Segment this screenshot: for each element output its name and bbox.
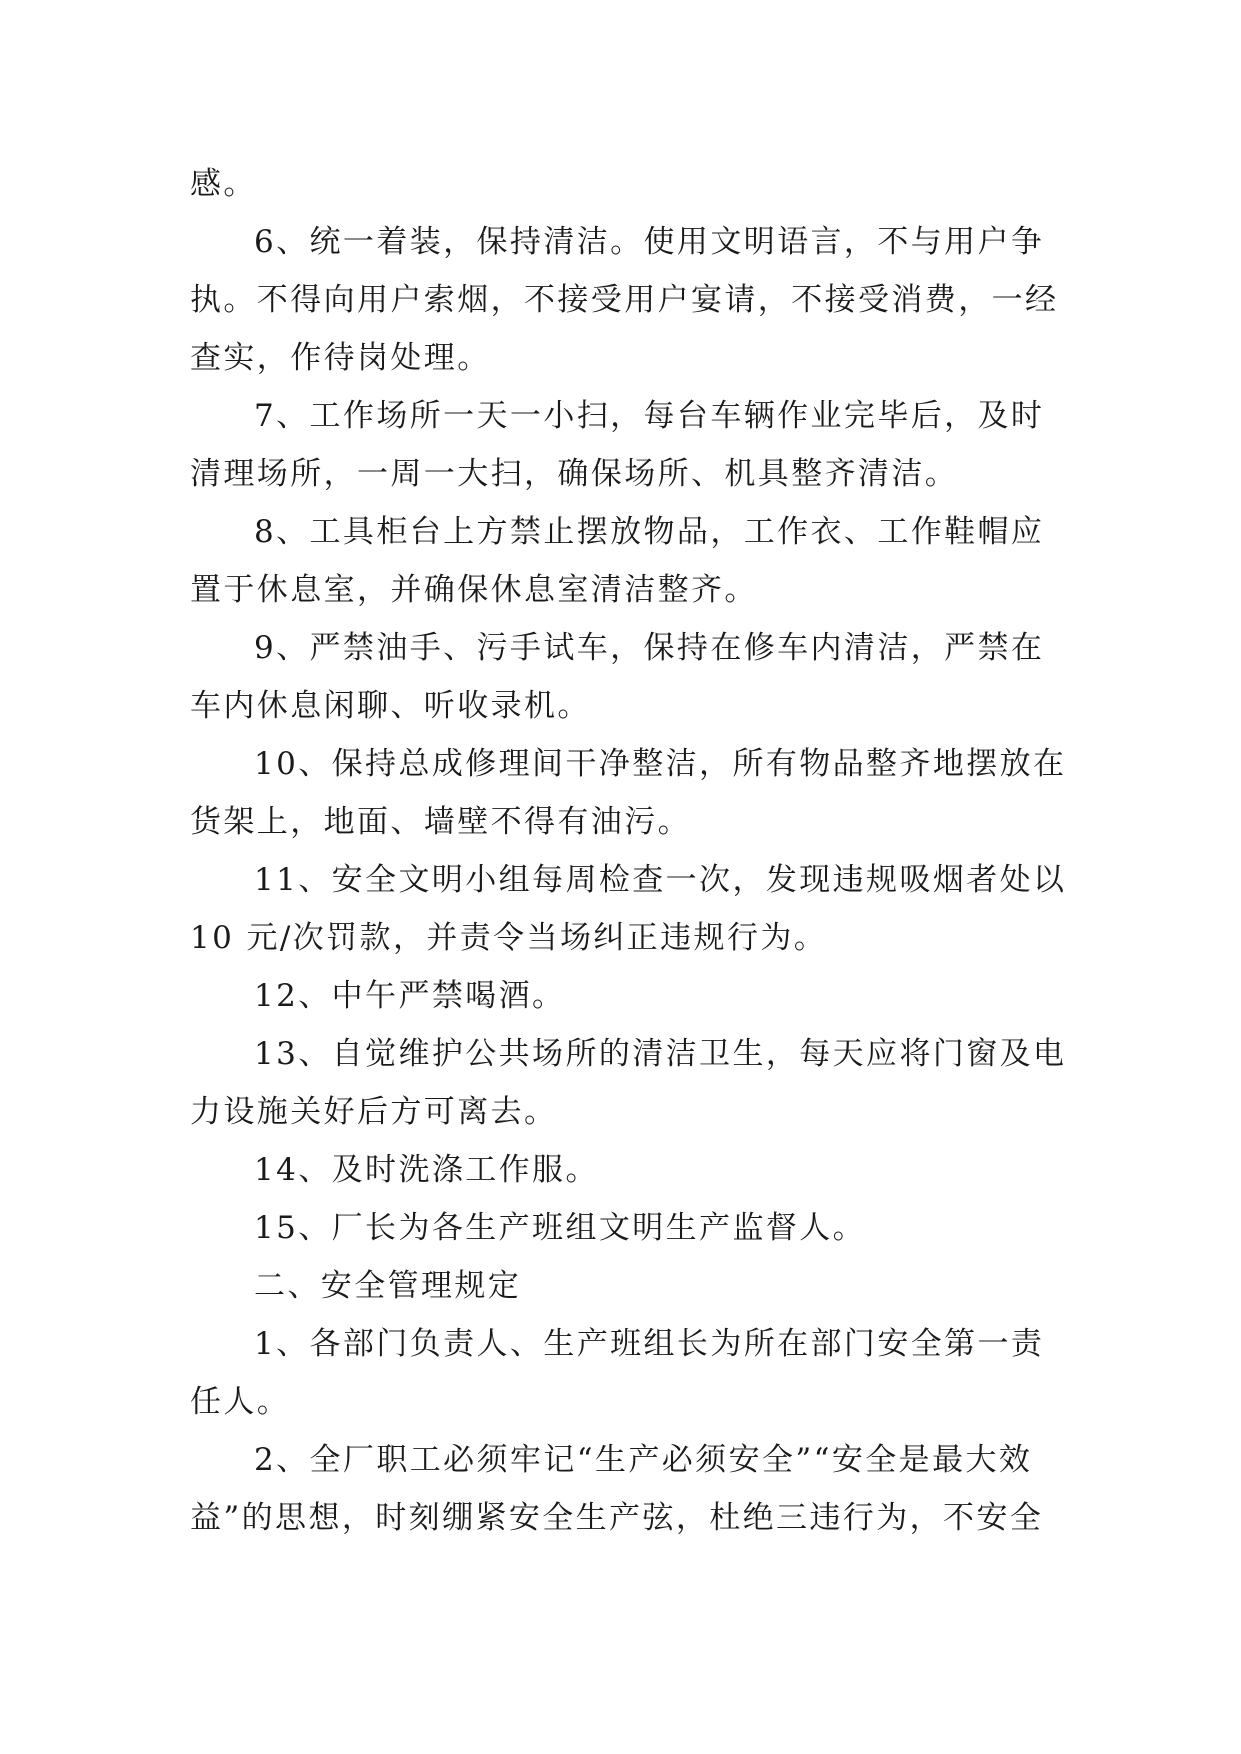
text-line: 任人。	[190, 1384, 291, 1420]
text-line: 益”的思想，时刻绷紧安全生产弦，杜绝三违行为，不安全	[190, 1500, 1044, 1536]
text-line: 7、工作场所一天一小扫，每台车辆作业完毕后，及时	[254, 398, 1045, 434]
text-line: 执。不得向用户索烟，不接受用户宴请，不接受消费，一经	[190, 282, 1059, 318]
text-line: 查实，作待岗处理。	[190, 340, 491, 376]
text-line: 力设施关好后方可离去。	[190, 1094, 558, 1130]
text-line: 10 元/次罚款，并责令当场纠正违规行为。	[190, 920, 828, 956]
text-line: 1、各部门负责人、生产班组长为所在部门安全第一责	[254, 1326, 1045, 1362]
text-line: 6、统一着装，保持清洁。使用文明语言，不与用户争	[254, 224, 1045, 260]
text-line: 清理场所，一周一大扫，确保场所、机具整齐清洁。	[190, 456, 959, 492]
text-line: 感。	[190, 166, 257, 202]
text-line: 14、及时洗涤工作服。	[254, 1152, 599, 1188]
text-line: 货架上，地面、墙壁不得有油污。	[190, 804, 691, 840]
section-heading: 二、安全管理规定	[254, 1268, 522, 1304]
text-line: 10、保持总成修理间干净整洁，所有物品整齐地摆放在	[254, 746, 1067, 782]
text-line: 15、厂长为各生产班组文明生产监督人。	[254, 1210, 867, 1246]
text-line: 12、中午严禁喝酒。	[254, 978, 566, 1014]
text-line: 13、自觉维护公共场所的清洁卫生，每天应将门窗及电	[254, 1036, 1067, 1072]
text-line: 2、全厂职工必须牢记“生产必须安全”“安全是最大效	[254, 1442, 1033, 1478]
text-line: 11、安全文明小组每周检查一次，发现违规吸烟者处以	[254, 862, 1067, 898]
text-line: 车内休息闲聊、听收录机。	[190, 688, 591, 724]
text-line: 置于休息室，并确保休息室清洁整齐。	[190, 572, 758, 608]
text-line: 8、工具柜台上方禁止摆放物品，工作衣、工作鞋帽应	[254, 514, 1045, 550]
document-body	[190, 155, 1067, 1547]
text-line: 9、严禁油手、污手试车，保持在修车内清洁，严禁在	[254, 630, 1045, 666]
